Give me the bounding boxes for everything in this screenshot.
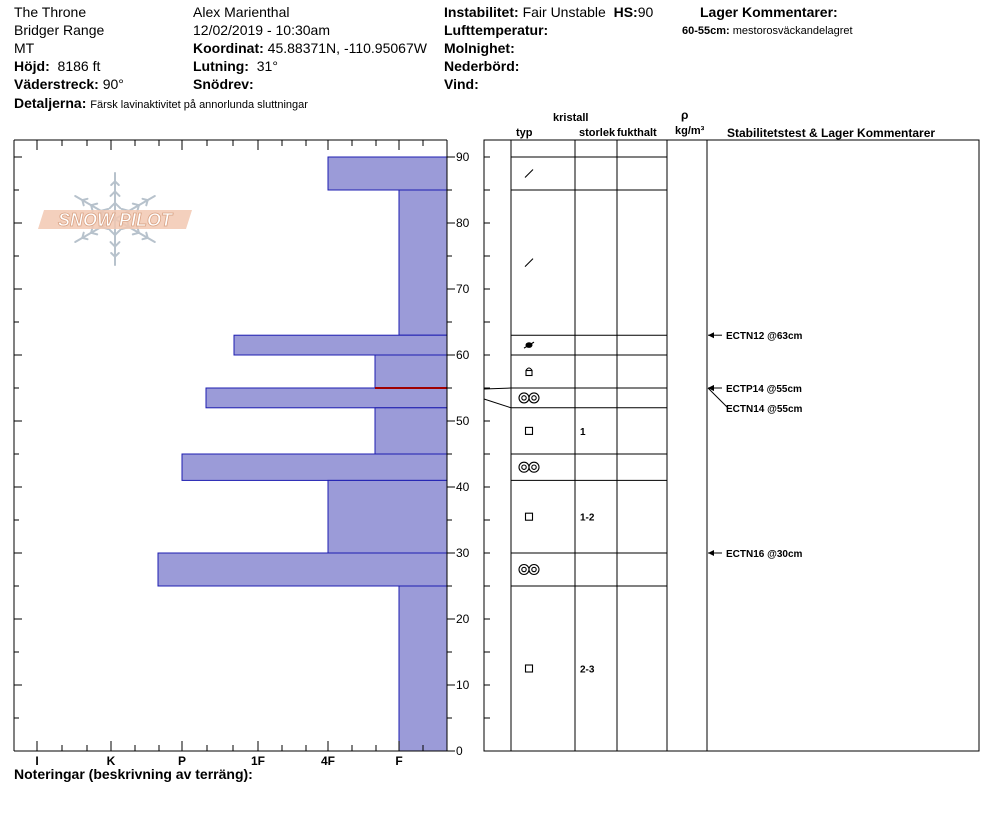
logo-flake-branch [143, 199, 148, 200]
snowdrift-label: Snödrev: [193, 76, 254, 92]
depth-tick-label: 60 [456, 348, 470, 362]
depth-tick-label: 0 [456, 744, 463, 758]
elevation-label: Höjd: [14, 58, 50, 74]
grain-hoar-icon [522, 465, 526, 469]
grain-facet-icon [526, 665, 533, 672]
airtemp-label: Lufttemperatur: [444, 22, 549, 38]
logo-flake-branch [91, 233, 97, 235]
stability-test-label: ECTN16 @30cm [726, 549, 803, 560]
hardness-bars [158, 157, 447, 751]
aspect-label: Väderstreck: [14, 76, 99, 92]
logo-flake-branch [82, 200, 83, 205]
hardness-bar [328, 157, 447, 190]
notes-label: Noteringar (beskrivning av terräng): [14, 766, 253, 782]
slope-value: 31° [256, 58, 278, 74]
grain-hoar-icon [532, 396, 536, 400]
depth-tick-label: 90 [456, 150, 470, 164]
depth-tick-label: 80 [456, 216, 470, 230]
hardness-bar [328, 480, 447, 553]
grain-rounded-icon [526, 371, 532, 376]
depth-tick-label: 20 [456, 612, 470, 626]
stability-test-label: ECTN14 @55cm [726, 404, 803, 415]
col-size: storlek [579, 127, 616, 139]
hardness-bar [399, 190, 447, 335]
col-type: typ [516, 127, 533, 139]
grain-facet-icon [526, 427, 533, 434]
col-crystal: kristall [553, 112, 589, 124]
grain-hoar-icon [519, 393, 529, 403]
grain-size-label: 1 [580, 426, 586, 438]
hardness-label: I [35, 754, 39, 768]
logo-flake-branch [146, 233, 147, 238]
grain-facet-icon [526, 513, 533, 520]
test-arrow-head [708, 385, 714, 391]
observation-datetime: 12/02/2019 - 10:30am [193, 22, 330, 38]
col-rho: ρ [681, 108, 689, 122]
grain-size-label: 1-2 [580, 512, 595, 524]
grain-hoar-icon [522, 396, 526, 400]
layer-comments-title: Lager Kommentarer: [700, 4, 838, 20]
grain-size-label: 2-3 [580, 664, 595, 676]
snowpilot-logo [38, 173, 192, 265]
grain-hoar-icon [532, 465, 536, 469]
grain-hoar-icon [519, 462, 529, 472]
logo-text: SNOW PILOT [58, 210, 172, 230]
depth-tick-label: 70 [456, 282, 470, 296]
clouds-label: Molnighet: [444, 40, 515, 56]
test-arrow-head [708, 332, 714, 338]
test-arrow [708, 388, 728, 408]
stability-tests [708, 331, 803, 560]
stability-test-label: ECTP14 @55cm [726, 384, 802, 395]
slope-label: Lutning: [193, 58, 249, 74]
test-arrow-head [708, 550, 714, 556]
hardness-bar [375, 408, 447, 454]
hardness-bar [206, 388, 447, 408]
table-frame [484, 140, 979, 751]
grain-decomp-icon [525, 259, 533, 267]
logo-flake-branch [82, 238, 87, 239]
location-name: The Throne [14, 4, 87, 20]
grain-hoar-icon [529, 462, 539, 472]
grain-decomp-icon [525, 170, 533, 178]
hardness-label: K [106, 754, 116, 768]
aspect-value: 90° [102, 76, 124, 92]
stability-value: Fair Unstable [522, 4, 606, 20]
stability-label: Instabilitet: [444, 4, 519, 20]
precip-label: Nederbörd: [444, 58, 520, 74]
wind-label: Vind: [444, 76, 479, 92]
hardness-label: F [395, 754, 403, 768]
details-label: Detaljerna: [14, 95, 87, 111]
hardness-bar [375, 355, 447, 388]
col-density: kg/m³ [675, 125, 705, 137]
grain-hoar-icon [529, 565, 539, 575]
depth-tick-label: 30 [456, 546, 470, 560]
hardness-label: 4F [320, 754, 336, 768]
depth-tick-label: 10 [456, 678, 470, 692]
elevation-value: 8186 ft [57, 58, 101, 74]
grain-hoar-icon [522, 567, 526, 571]
col-stability-comments: Stabilitetstest & Lager Kommentarer [727, 126, 936, 140]
grain-table [484, 140, 979, 751]
logo-flake-branch [133, 204, 139, 206]
hs-label: HS: [613, 4, 638, 20]
col-moisture: fukthalt [617, 127, 657, 139]
depth-tick-label: 50 [456, 414, 470, 428]
stability-test-label: ECTN12 @63cm [726, 331, 803, 343]
grain-hoar-icon [532, 567, 536, 571]
details-value: Färsk lavinaktivitet på annorlunda sluttningar [90, 99, 308, 111]
hardness-label: 1F [250, 754, 266, 768]
hs-value: 90 [637, 4, 654, 20]
hardness-bar [158, 553, 447, 586]
hardness-label: P [177, 754, 187, 768]
boundary-connector [484, 399, 511, 408]
hardness-bar [182, 454, 447, 480]
hardness-bar [234, 335, 447, 355]
mountain-range: Bridger Range [14, 22, 105, 38]
layer-comment-text: mestorosväckandelagret [732, 25, 853, 37]
layer-comment-range: 60-55cm: [682, 25, 730, 37]
hardness-bar [399, 586, 447, 751]
grain-hoar-icon [519, 565, 529, 575]
state: MT [14, 40, 35, 56]
observer-name: Alex Marienthal [193, 4, 290, 20]
coord-value: 45.88371N, -110.95067W [267, 40, 427, 56]
depth-tick-label: 40 [456, 480, 470, 494]
grain-hoar-icon [529, 393, 539, 403]
coord-label: Koordinat: [193, 40, 264, 56]
